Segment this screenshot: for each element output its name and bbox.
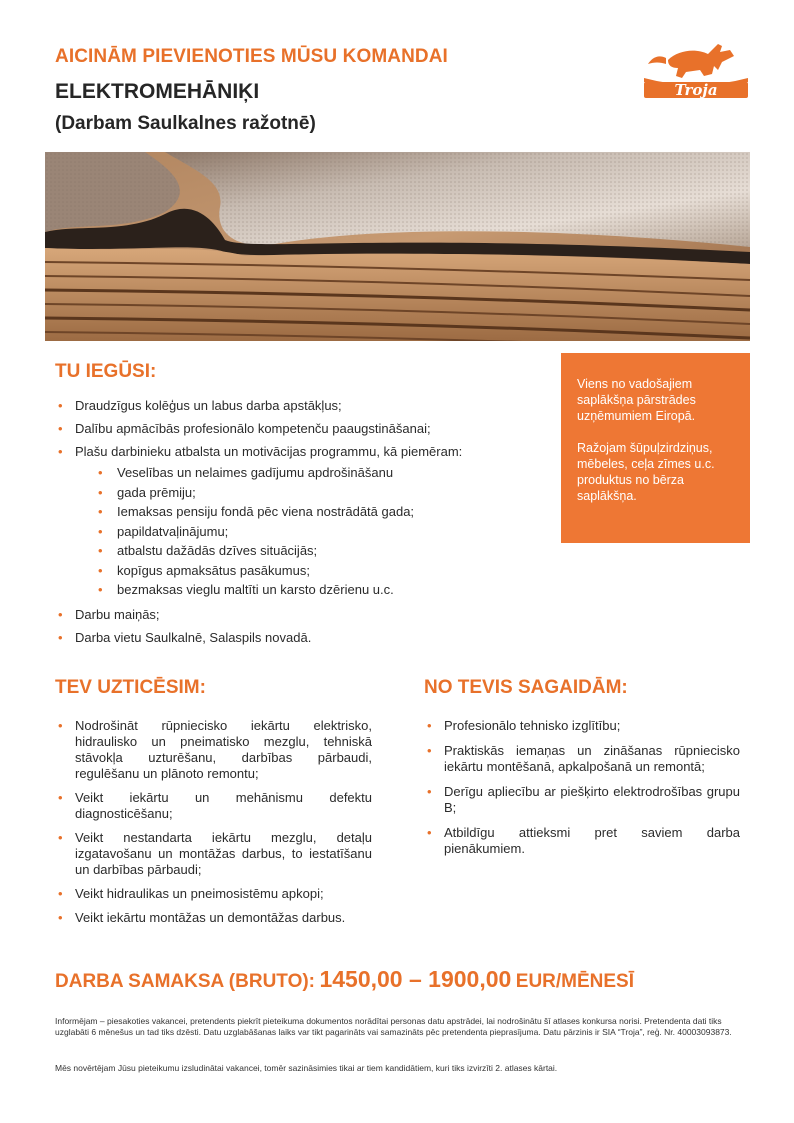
- list-item: • Derīgu apliecību ar piešķirto elektrodrošības grupu B;: [424, 784, 740, 816]
- duties-heading: TEV UZTICĒSIM:: [55, 677, 206, 698]
- company-info-box: [561, 353, 750, 543]
- list-item: • Profesionālo tehnisko izglītību;: [424, 718, 740, 734]
- list-item: • Draudzīgus kolēģus un labus darba apstākļus;: [55, 398, 545, 414]
- list-item: • Dalību apmācībās profesionālo kompetenču paaugstināšanai;: [55, 421, 545, 437]
- logo-text: Troja: [674, 81, 718, 99]
- info-paragraph: Viens no vadošajiem saplākšņa pārstrādes uzņēmumiem Eiropā.: [577, 377, 696, 423]
- list-item: • Nodrošināt rūpniecisko iekārtu elektrisko, hidraulisko un pneimatisko mezglu, tehniskā stāvokļa uzturēšanu, darbības pārbaudi, regulēšanu un plānoto remontu;: [55, 718, 372, 782]
- list-item: • Darbu maiņās;: [55, 607, 545, 623]
- requirements-list: [424, 718, 740, 866]
- sublist-item: • papildatvaļinājumu;: [75, 522, 545, 542]
- salary-label: DARBA SAMAKSA (BRUTO):: [55, 971, 315, 992]
- sublist-item: • atbalstu dažādās dzīves situācijās;: [75, 541, 545, 561]
- list-item-text: Plašu darbinieku atbalsta un motivācijas programmu, kā piemēram:: [75, 444, 463, 459]
- salary-line: [55, 966, 634, 993]
- sublist-item: • kopīgus apmaksātus pasākumus;: [75, 561, 545, 581]
- duties-list: [55, 718, 372, 934]
- horse-logo-icon: [638, 36, 754, 100]
- hero-image: [45, 152, 750, 341]
- kicker-heading: AICINĀM PIEVIENOTIES MŪSU KOMANDAI: [55, 46, 448, 67]
- benefits-heading: TU IEGŪSI:: [55, 361, 157, 382]
- benefits-list: [55, 398, 545, 653]
- salary-amount: 1450,00 – 1900,00: [319, 966, 512, 992]
- page-title: ELEKTROMEHĀNIĶI: [55, 80, 260, 103]
- sublist-item: • bezmaksas vieglu maltīti un karsto dzērienu u.c.: [75, 580, 545, 600]
- list-item: • Darba vietu Saulkalnē, Salaspils novadā.: [55, 630, 545, 646]
- list-item: [55, 444, 545, 600]
- benefits-sublist: [75, 463, 545, 600]
- salary-unit: EUR/MĒNESĪ: [515, 971, 635, 992]
- list-item: • Praktiskās iemaņas un zināšanas rūpniecisko iekārtu montēšanā, apkalpošanā un remontā;: [424, 743, 740, 775]
- list-item: • Veikt hidraulikas un pneimosistēmu apkopi;: [55, 886, 372, 902]
- header: [55, 46, 615, 135]
- sublist-item: • Iemaksas pensiju fondā pēc viena nostrādātā gada;: [75, 502, 545, 522]
- list-item: • Atbildīgu attieksmi pret saviem darba pienākumiem.: [424, 825, 740, 857]
- company-logo: [638, 36, 754, 100]
- list-item: • Veikt iekārtu un mehānismu defektu diagnosticēšanu;: [55, 790, 372, 822]
- info-paragraph: Ražojam šūpuļzirdziņus, mēbeles, ceļa zīmes u.c. produktus no bērza saplākšņa.: [577, 441, 715, 503]
- list-item: • Veikt iekārtu montāžas un demontāžas darbus.: [55, 910, 372, 926]
- sublist-item: • Veselības un nelaimes gadījumu apdrošināšanu: [75, 463, 545, 483]
- privacy-notice: Informējam – piesakoties vakancei, pretendents piekrīt pieteikuma dokumentos norādītai personas datu apstrādei, lai nodrošinātu šī atlases konkursa norisi. Pretendenta dati tiks uzglabāti 6 mēnešus un tad tiks dzēsti. Datu uzglabāšanas laiks var tikt pagarināts vai samazināts pēc pretendenta pieprasījuma. Datu pārzinis ir SIA “Troja”, reģ. Nr. 40003093873.: [55, 1016, 732, 1037]
- requirements-heading: NO TEVIS SAGAIDĀM:: [424, 677, 628, 698]
- sublist-item: • gada prēmiju;: [75, 483, 545, 503]
- list-item: • Veikt nestandarta iekārtu mezglu, detaļu izgatavošanu un montāžas darbus, to iestatīšanu un darbības pārbaudi;: [55, 830, 372, 878]
- selection-notice: Mēs novērtējam Jūsu pieteikumu izsludinātai vakancei, tomēr sazināsimies tikai ar tiem kandidātiem, kuri tiks izvirzīti 2. atlases kārtai.: [55, 1063, 558, 1073]
- page-subtitle: (Darbam Saulkalnes ražotnē): [55, 113, 316, 134]
